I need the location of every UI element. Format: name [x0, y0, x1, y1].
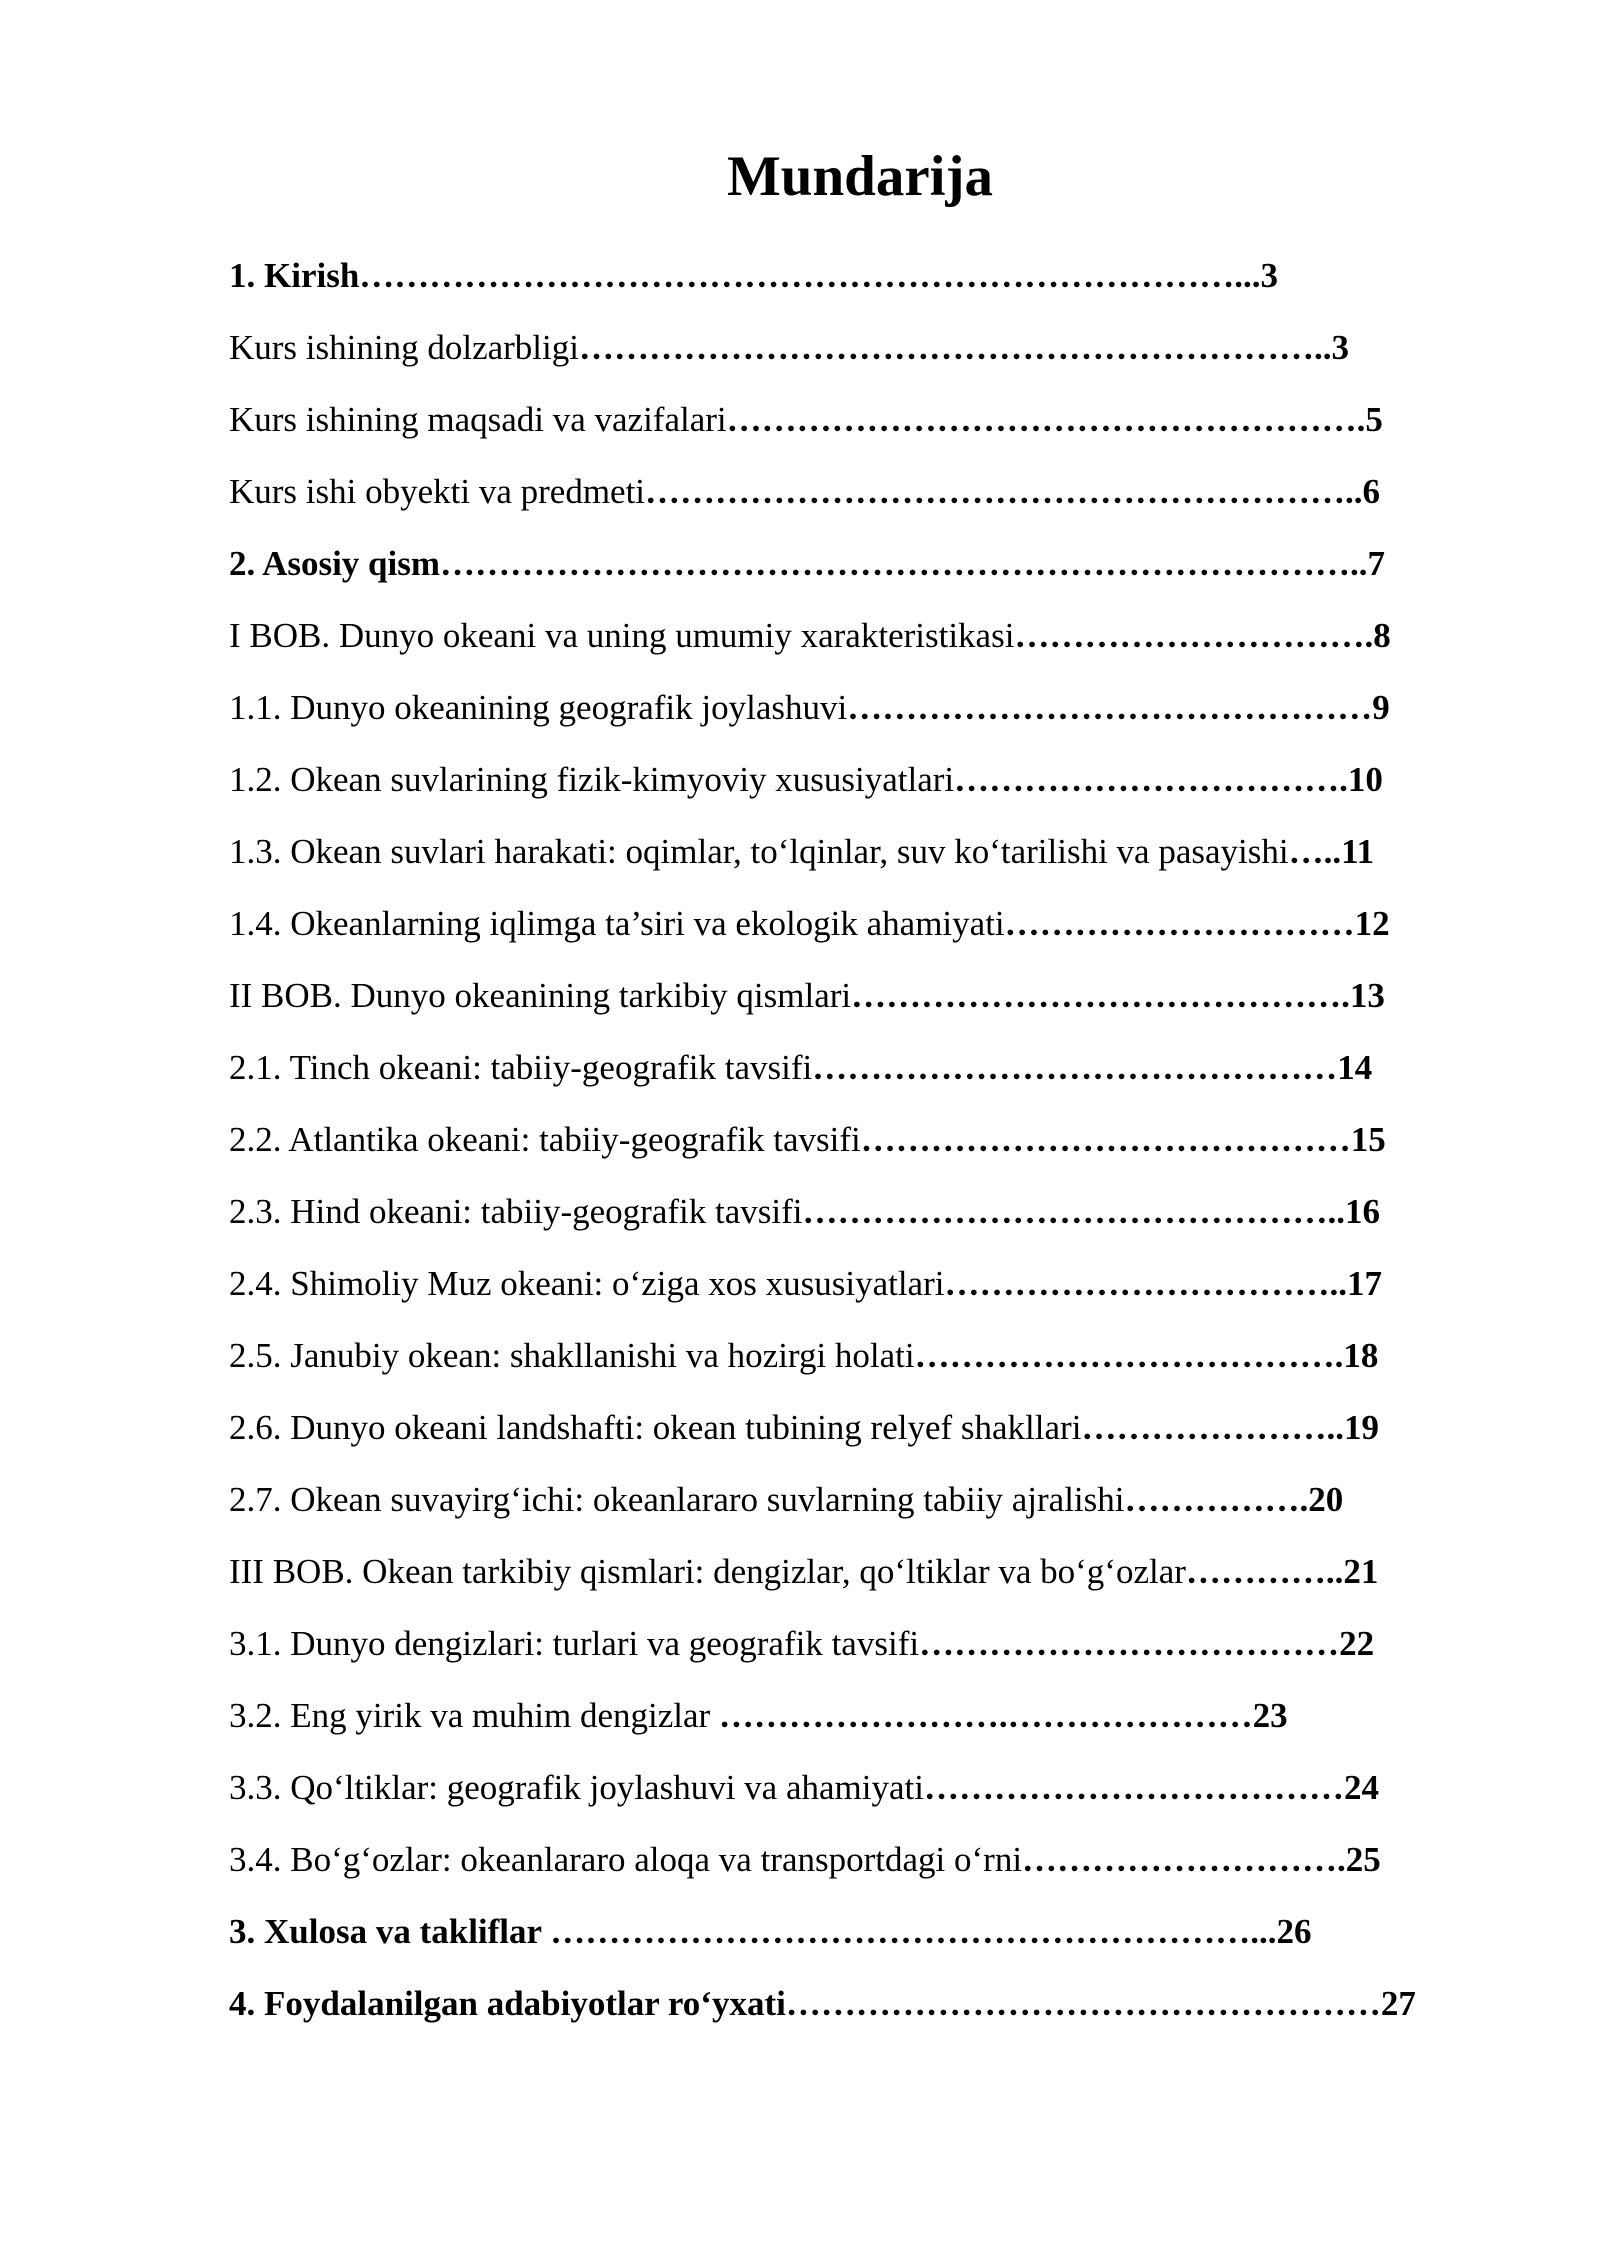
toc-entry-page: …………..21	[1185, 1552, 1379, 1591]
table-of-contents	[229, 250, 1489, 2050]
toc-entry	[229, 250, 1489, 322]
toc-entry-page: …………………………………………………………………...3	[359, 256, 1279, 295]
toc-entry-title: Kurs ishining dolzarbligi	[229, 328, 579, 367]
toc-entry-title: 2.4. Shimoliy Muz okeani: o‘ziga xos xususiyatlari	[229, 1264, 945, 1303]
toc-entry-title: Kurs ishi obyekti va predmeti	[229, 472, 646, 511]
toc-entry	[229, 1042, 1489, 1114]
toc-entry	[229, 610, 1489, 682]
toc-entry-page: ………………………………22	[919, 1624, 1375, 1663]
toc-entry	[229, 826, 1489, 898]
toc-entry-page: ……………………………………………………...26	[550, 1912, 1312, 1951]
toc-entry-title: 1.1. Dunyo okeanining geografik joylashuvi	[229, 688, 848, 727]
toc-entry-title: 2.2. Atlantika okeani: tabiiy-geografik tavsifi	[229, 1120, 861, 1159]
toc-entry-title: 3. Xulosa va takliflar	[229, 1912, 551, 1951]
toc-entry	[229, 1690, 1489, 1762]
toc-entry-title: 2.1. Tinch okeani: tabiiy-geografik tavsifi	[229, 1048, 813, 1087]
toc-entry	[229, 1186, 1489, 1258]
toc-entry-title: II BOB. Dunyo okeanining tarkibiy qismlari	[229, 976, 852, 1015]
toc-entry	[229, 538, 1489, 610]
toc-entry	[229, 1546, 1489, 1618]
toc-entry	[229, 1258, 1489, 1330]
toc-entry	[229, 1762, 1489, 1834]
toc-entry-page: ………………………….8	[1014, 616, 1391, 655]
toc-entry-page: …………………………….10	[954, 760, 1383, 799]
toc-entry-page: ……………………………………………………………………..7	[440, 544, 1386, 583]
toc-entry-title: 1.3. Okean suvlari harakati: oqimlar, to‘lqinlar, suv ko‘tarilishi va pasayishi	[229, 832, 1289, 871]
toc-entry-title: 2.7. Okean suvayirg‘ichi: okeanlararo suvlarning tabiiy ajralishi	[229, 1480, 1125, 1519]
toc-entry-page: ………………………………………9	[847, 688, 1390, 727]
toc-entry	[229, 1114, 1489, 1186]
toc-entry-page: ……………………………..17	[944, 1264, 1382, 1303]
toc-entry	[229, 1402, 1489, 1474]
toc-entry-title: Kurs ishining maqsadi va vazifalari	[229, 400, 727, 439]
toc-entry-title: 3.1. Dunyo dengizlari: turlari va geografik tavsifi	[229, 1624, 920, 1663]
toc-entry-title: 2.5. Janubiy okean: shakllanishi va hozirgi holati	[229, 1336, 915, 1375]
toc-entry	[229, 1834, 1489, 1906]
toc-entry	[229, 1474, 1489, 1546]
toc-entry	[229, 322, 1489, 394]
toc-entry-title: 3.2. Eng yirik va muhim dengizlar	[229, 1696, 719, 1735]
toc-entry-page: ………………………………24	[923, 1768, 1379, 1807]
toc-entry-title: 2. Asosiy qism	[229, 544, 441, 583]
toc-entry	[229, 682, 1489, 754]
toc-entry	[229, 1978, 1489, 2050]
toc-entry-page: …………………………………….13	[851, 976, 1385, 1015]
toc-entry	[229, 466, 1489, 538]
page-title: Mundarija	[726, 145, 994, 208]
toc-entry-title: 3.4. Bo‘g‘ozlar: okeanlararo aloqa va transportdagi o‘rni	[229, 1840, 1023, 1879]
toc-entry-page: ………………………………………..16	[802, 1192, 1380, 1231]
toc-entry-page: …..11	[1288, 832, 1375, 871]
toc-entry-page: …………………………12	[1004, 904, 1390, 943]
toc-entry	[229, 970, 1489, 1042]
toc-entry-title: 4. Foydalanilgan adabiyotlar ro‘yxati	[229, 1984, 786, 2023]
toc-entry-page: ……………………………………………………..6	[645, 472, 1381, 511]
toc-entry	[229, 394, 1489, 466]
toc-entry	[229, 1618, 1489, 1690]
toc-entry-title: I BOB. Dunyo okeani va uning umumiy xarakteristikasi	[229, 616, 1015, 655]
toc-entry-page: ……………………….25	[1022, 1840, 1381, 1879]
toc-entry-title: 2.3. Hind okeani: tabiiy-geografik tavsifi	[229, 1192, 803, 1231]
toc-entry-page: …………………….…………………23	[718, 1696, 1288, 1735]
toc-entry-page: …………………..19	[1081, 1408, 1379, 1447]
toc-entry-page: ……………………………………………27	[785, 1984, 1416, 2023]
toc-entry-title: 1.2. Okean suvlarining fizik-kimyoviy xususiyatlari	[229, 760, 955, 799]
toc-entry-title: 1.4. Okeanlarning iqlimga ta’siri va ekologik ahamiyati	[229, 904, 1005, 943]
toc-entry-title: 1. Kirish	[229, 256, 360, 295]
toc-entry-title: 3.3. Qo‘ltiklar: geografik joylashuvi va ahamiyati	[229, 1768, 924, 1807]
toc-entry-page: ………………………………………………………..3	[578, 328, 1349, 367]
toc-entry-page: ……………………………….18	[914, 1336, 1379, 1375]
toc-entry	[229, 754, 1489, 826]
toc-entry	[229, 1330, 1489, 1402]
toc-entry-title: 2.6. Dunyo okeani landshafti: okean tubining relyef shakllari	[229, 1408, 1082, 1447]
toc-entry-title: III BOB. Okean tarkibiy qismlari: dengizlar, qo‘ltiklar va bo‘g‘ozlar	[229, 1552, 1186, 1591]
toc-entry	[229, 898, 1489, 970]
toc-entry-page: ……………………………………………….5	[726, 400, 1383, 439]
toc-entry	[229, 1906, 1489, 1978]
toc-entry-page: ……………………………………15	[860, 1120, 1386, 1159]
toc-entry-page: ………………………………………14	[812, 1048, 1373, 1087]
toc-entry-page: …………….20	[1124, 1480, 1344, 1519]
